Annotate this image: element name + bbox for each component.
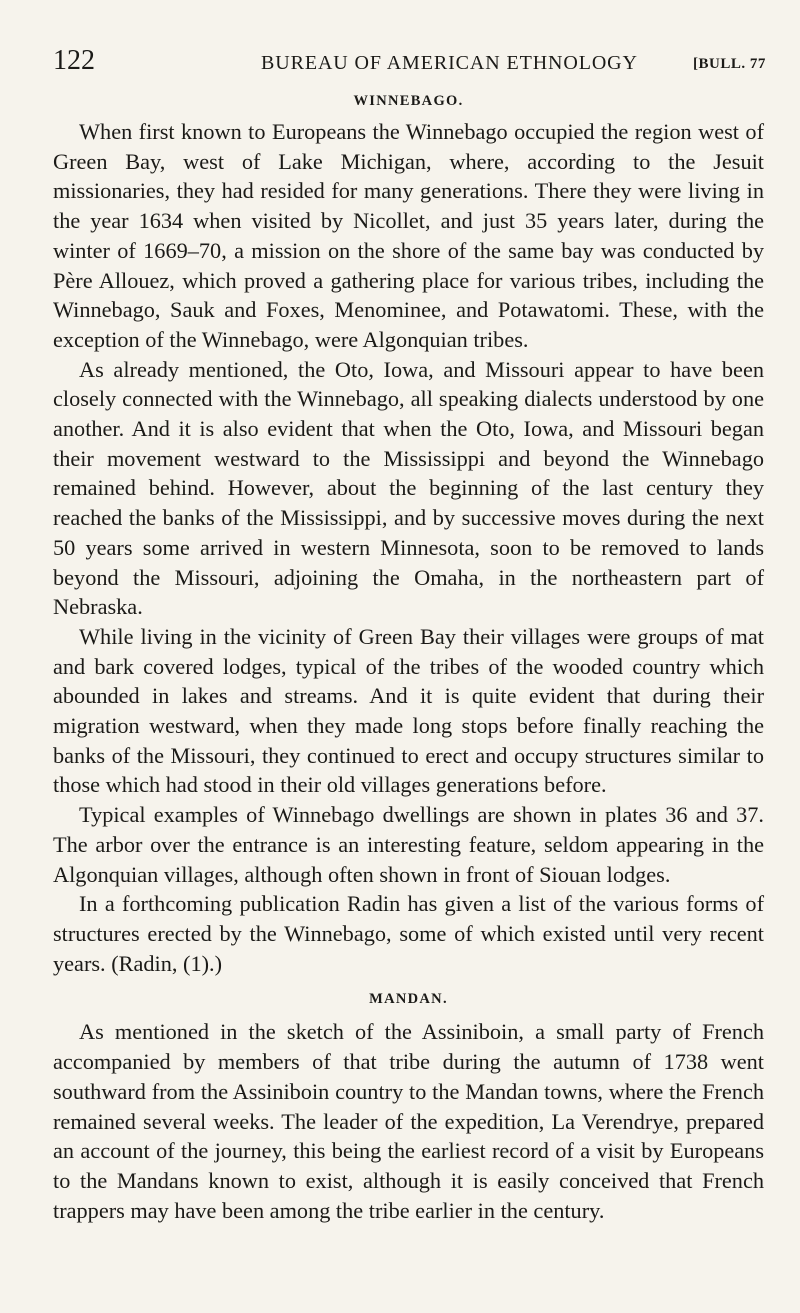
paragraph: While living in the vicinity of Green Bay their villages were groups of mat and bark covered lodges, typical of the tribes of the wooded country which abounded in lakes and streams. And it is quite evident that during their migration westward, when they made long stops before finally reaching the banks of the Missouri, they continued to erect and occupy structures similar to those which had stood in their old villages generations before. [53, 623, 764, 798]
paragraph: In a forthcoming publication Radin has given a list of the various forms of structures erected by the Winnebago, some of which existed until very recent years. (Radin, (1).) [53, 891, 764, 976]
running-head-title: BUREAU OF AMERICAN ETHNOLOGY [261, 52, 638, 74]
paragraph: As already mentioned, the Oto, Iowa, and Missouri appear to have been closely connected with the Winnebago, all speaking dialects understood by one another. And it is also evident that when the Oto, Iowa, and Missouri began their movement westward to the Mississippi and beyond the Winnebago remained behind. However, about the beginning of the last century they reached the banks of the Mississippi, and by successive moves during the next 50 years some arrived in western Minnesota, soon to be removed to lands beyond the Missouri, adjoining the Omaha, in the northeastern part of Nebraska. [53, 356, 764, 620]
bulletin-reference: [BULL. 77 [693, 56, 766, 72]
section-heading-winnebago: WINNEBAGO. [353, 93, 464, 109]
section-mandan [53, 989, 764, 1225]
paragraph: When first known to Europeans the Winnebago occupied the region west of Green Bay, west of Lake Michigan, where, according to the Jesuit missionaries, they had resided for many generations. There they were living in the year 1634 when visited by Nicollet, and just 35 years later, during the winter of 1669–70, a mission on the shore of the same bay was conducted by Père Allouez, which proved a gathering place for various tribes, including the Winnebago, Sauk and Foxes, Menominee, and Potawatomi. These, with the exception of the Winnebago, were Algonquian tribes. [53, 119, 764, 352]
text-column [53, 91, 764, 1225]
page-number: 122 [53, 45, 95, 76]
paragraph: As mentioned in the sketch of the Assiniboin, a small party of French accompanied by members of that tribe during the autumn of 1738 went southward from the Assiniboin country to the Mandan towns, where the French remained several weeks. The leader of the expedition, La Verendrye, prepared an account of the journey, this being the earliest record of a visit by Europeans to the Mandans known to exist, although it is easily conceived that French trappers may have been among the tribe earlier in the century. [53, 1019, 764, 1223]
running-head [53, 44, 767, 84]
section-heading-mandan: MANDAN. [369, 991, 448, 1008]
paragraph: Typical examples of Winnebago dwellings are shown in plates 36 and 37. The arbor over the entrance is an interesting feature, seldom appearing in the Algonquian villages, although often shown in front of Siouan lodges. [53, 802, 764, 887]
section-winnebago [53, 91, 764, 978]
